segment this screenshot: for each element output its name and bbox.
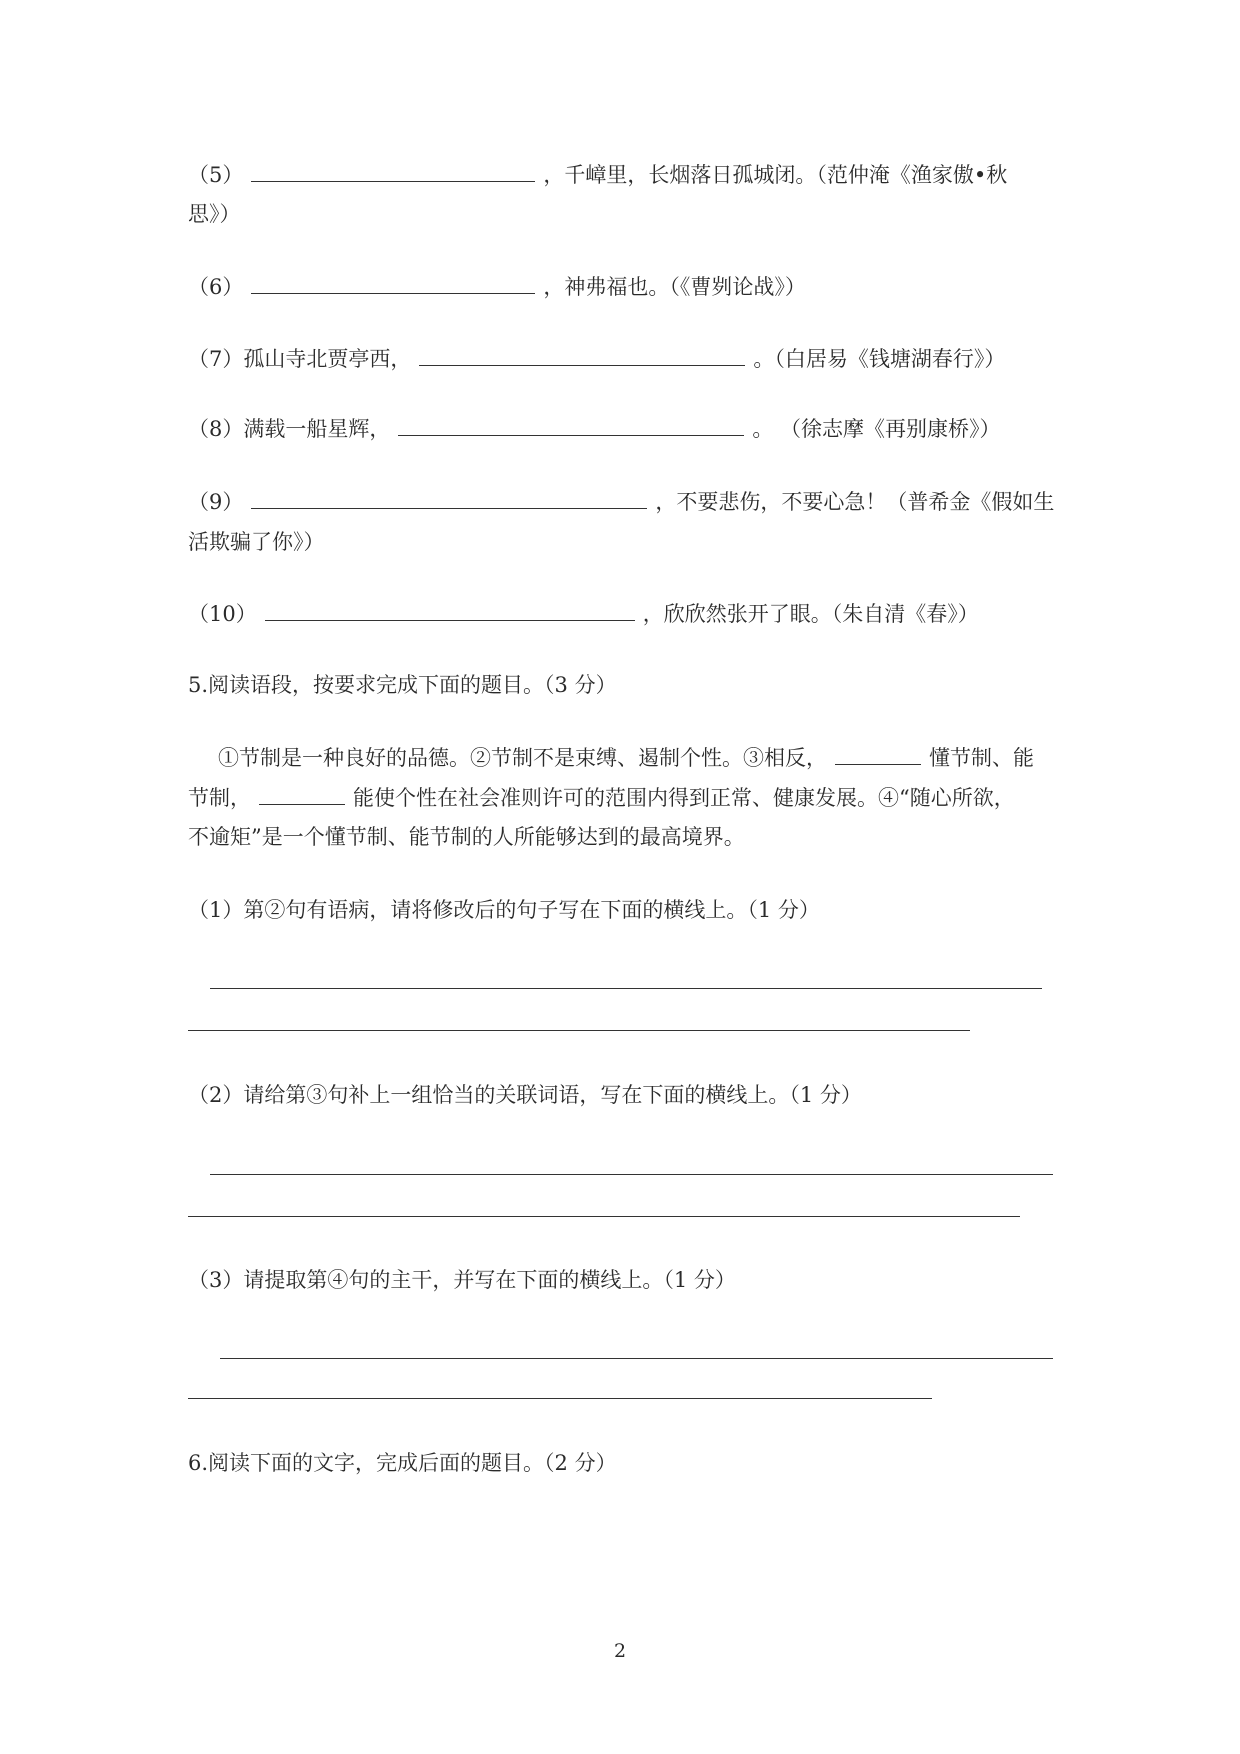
q10-number: （10）	[188, 602, 257, 626]
q10-blank[interactable]	[265, 600, 635, 621]
passage-line-2	[188, 783, 1015, 813]
connective-blank-2[interactable]	[259, 784, 345, 805]
q8-text: 。 （徐志摩《再别康桥》）	[752, 417, 1001, 441]
q7-text: 。（白居易《钱塘湖春行》）	[753, 347, 1006, 371]
q8-blank[interactable]	[398, 415, 744, 436]
sub-question-1: （1）第②句有语病，请将修改后的句子写在下面的横线上。（1 分）	[188, 898, 820, 922]
passage-text-2b: 能使个性在社会准则许可的范围内得到正常、健康发展。④“随心所欲，	[353, 786, 1015, 810]
q6-blank[interactable]	[251, 273, 535, 294]
answer-line-1b[interactable]	[188, 1030, 970, 1031]
page-number: 2	[613, 1640, 627, 1662]
q7-prefix: 孤山寺北贾亭西，	[243, 347, 412, 371]
q9-text: ，不要悲伤，不要心急！（普希金《假如生	[655, 490, 1055, 514]
q5-blank[interactable]	[251, 161, 535, 182]
q5-number: （5）	[188, 163, 244, 187]
answer-line-3a[interactable]	[220, 1358, 1053, 1359]
answer-line-2a[interactable]	[210, 1174, 1053, 1175]
passage-line-3: 不逾矩”是一个懂节制、能节制的人所能够达到的最高境界。	[188, 825, 745, 849]
q7-line	[188, 344, 1005, 374]
connective-blank-1[interactable]	[835, 744, 921, 765]
question5-title: 5.阅读语段，按要求完成下面的题目。（3 分）	[188, 673, 617, 697]
sub-question-3: （3）请提取第④句的主干，并写在下面的横线上。（1 分）	[188, 1268, 736, 1292]
question6-title: 6.阅读下面的文字，完成后面的题目。（2 分）	[188, 1451, 617, 1475]
q6-line	[188, 272, 806, 302]
q7-blank[interactable]	[419, 345, 745, 366]
answer-line-3b[interactable]	[188, 1398, 932, 1399]
q9-blank[interactable]	[251, 488, 647, 509]
q9-continuation: 活欺骗了你》）	[188, 530, 325, 554]
q6-number: （6）	[188, 275, 244, 299]
passage-line-1	[218, 743, 1034, 773]
q7-number: （7）	[188, 347, 244, 371]
q5-line	[188, 160, 1007, 190]
answer-line-2b[interactable]	[188, 1216, 1020, 1217]
q10-text: ，欣欣然张开了眼。（朱自清《春》）	[642, 602, 979, 626]
q6-text: ，神弗福也。（《曹刿论战》）	[543, 275, 806, 299]
passage-text-2a: 节制，	[188, 786, 251, 810]
answer-line-1a[interactable]	[210, 988, 1042, 989]
sub-question-2: （2）请给第③句补上一组恰当的关联词语，写在下面的横线上。（1 分）	[188, 1083, 862, 1107]
passage-text-1a: ①节制是一种良好的品德。②节制不是束缚、遏制个性。③相反，	[218, 746, 827, 770]
q8-prefix: 满载一船星辉，	[243, 417, 391, 441]
passage-text-1b: 懂节制、能	[929, 746, 1034, 770]
q5-text: ，千嶂里，长烟落日孤城闭。（范仲淹《渔家傲•秋	[543, 163, 1008, 187]
q5-continuation: 思》）	[188, 202, 241, 226]
q9-number: （9）	[188, 490, 244, 514]
q9-line	[188, 487, 1054, 517]
q8-number: （8）	[188, 417, 244, 441]
q8-line	[188, 414, 1001, 444]
q10-line	[188, 599, 979, 629]
